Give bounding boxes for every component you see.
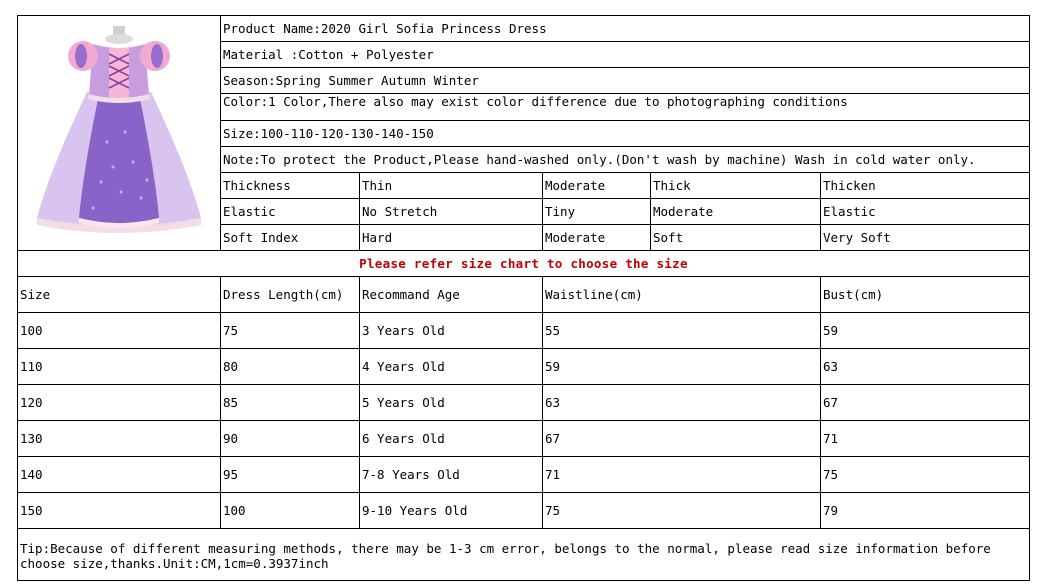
age-value: 7-8 Years Old (360, 457, 543, 493)
size-chart-notice: Please refer size chart to choose the size (18, 251, 1030, 277)
soft-index-very-soft: Very Soft (821, 225, 1030, 251)
thickness-moderate: Moderate (543, 173, 651, 199)
table-row (18, 493, 1030, 529)
size-value: 140 (18, 457, 221, 493)
size-value: 110 (18, 349, 221, 385)
table-row (18, 313, 1030, 349)
product-name: Product Name:2020 Girl Sofia Princess Dress (221, 16, 1030, 42)
color-note: Color:1 Color,There also may exist color difference due to photographing conditions (221, 94, 1030, 121)
age-value: 5 Years Old (360, 385, 543, 421)
product-spec-table (17, 15, 1030, 581)
size-value: 130 (18, 421, 221, 457)
soft-index-label: Soft Index (221, 225, 360, 251)
table-row (18, 421, 1030, 457)
bust-value: 71 (821, 421, 1030, 457)
soft-index-hard: Hard (360, 225, 543, 251)
elastic-elastic: Elastic (821, 199, 1030, 225)
age-value: 4 Years Old (360, 349, 543, 385)
soft-index-soft: Soft (651, 225, 821, 251)
product-photo-cell (18, 16, 221, 251)
waistline-value: 71 (543, 457, 821, 493)
care-note: Note:To protect the Product,Please hand-washed only.(Don't wash by machine) Wash in cold water only. (221, 147, 1030, 173)
season: Season:Spring Summer Autumn Winter (221, 68, 1030, 94)
elastic-tiny: Tiny (543, 199, 651, 225)
header-bust: Bust(cm) (821, 277, 1030, 313)
material: Material :Cotton + Polyester (221, 42, 1030, 68)
waistline-value: 59 (543, 349, 821, 385)
size-value: 120 (18, 385, 221, 421)
age-value: 3 Years Old (360, 313, 543, 349)
bust-value: 63 (821, 349, 1030, 385)
waistline-value: 67 (543, 421, 821, 457)
table-row (18, 349, 1030, 385)
product-name-row (18, 16, 1030, 42)
waistline-value: 55 (543, 313, 821, 349)
bust-value: 59 (821, 313, 1030, 349)
measurement-tip: Tip:Because of different measuring methods, there may be 1-3 cm error, belongs to the normal, please read size information before choose size,thanks.Unit:CM,1cm=0.3937inch (18, 529, 1030, 581)
header-waistline: Waistline(cm) (543, 277, 821, 313)
waistline-value: 63 (543, 385, 821, 421)
waistline-value: 75 (543, 493, 821, 529)
header-recommend-age: Recommand Age (360, 277, 543, 313)
elastic-no-stretch: No Stretch (360, 199, 543, 225)
bust-value: 67 (821, 385, 1030, 421)
age-value: 6 Years Old (360, 421, 543, 457)
dress-length-value: 100 (221, 493, 360, 529)
size-notice-row (18, 251, 1030, 277)
size-header-row (18, 277, 1030, 313)
header-size: Size (18, 277, 221, 313)
age-value: 9-10 Years Old (360, 493, 543, 529)
elastic-moderate: Moderate (651, 199, 821, 225)
size-range: Size:100-110-120-130-140-150 (221, 121, 1030, 147)
thickness-thicken: Thicken (821, 173, 1030, 199)
thickness-label: Thickness (221, 173, 360, 199)
dress-length-value: 75 (221, 313, 360, 349)
elastic-label: Elastic (221, 199, 360, 225)
thickness-thick: Thick (651, 173, 821, 199)
size-value: 100 (18, 313, 221, 349)
table-row (18, 385, 1030, 421)
thickness-thin: Thin (360, 173, 543, 199)
soft-index-moderate: Moderate (543, 225, 651, 251)
header-dress-length: Dress Length(cm) (221, 277, 360, 313)
bust-value: 79 (821, 493, 1030, 529)
princess-dress-image (29, 22, 209, 242)
bust-value: 75 (821, 457, 1030, 493)
dress-length-value: 80 (221, 349, 360, 385)
dress-length-value: 95 (221, 457, 360, 493)
tip-row (18, 529, 1030, 581)
dress-length-value: 90 (221, 421, 360, 457)
size-value: 150 (18, 493, 221, 529)
dress-length-value: 85 (221, 385, 360, 421)
table-row (18, 457, 1030, 493)
